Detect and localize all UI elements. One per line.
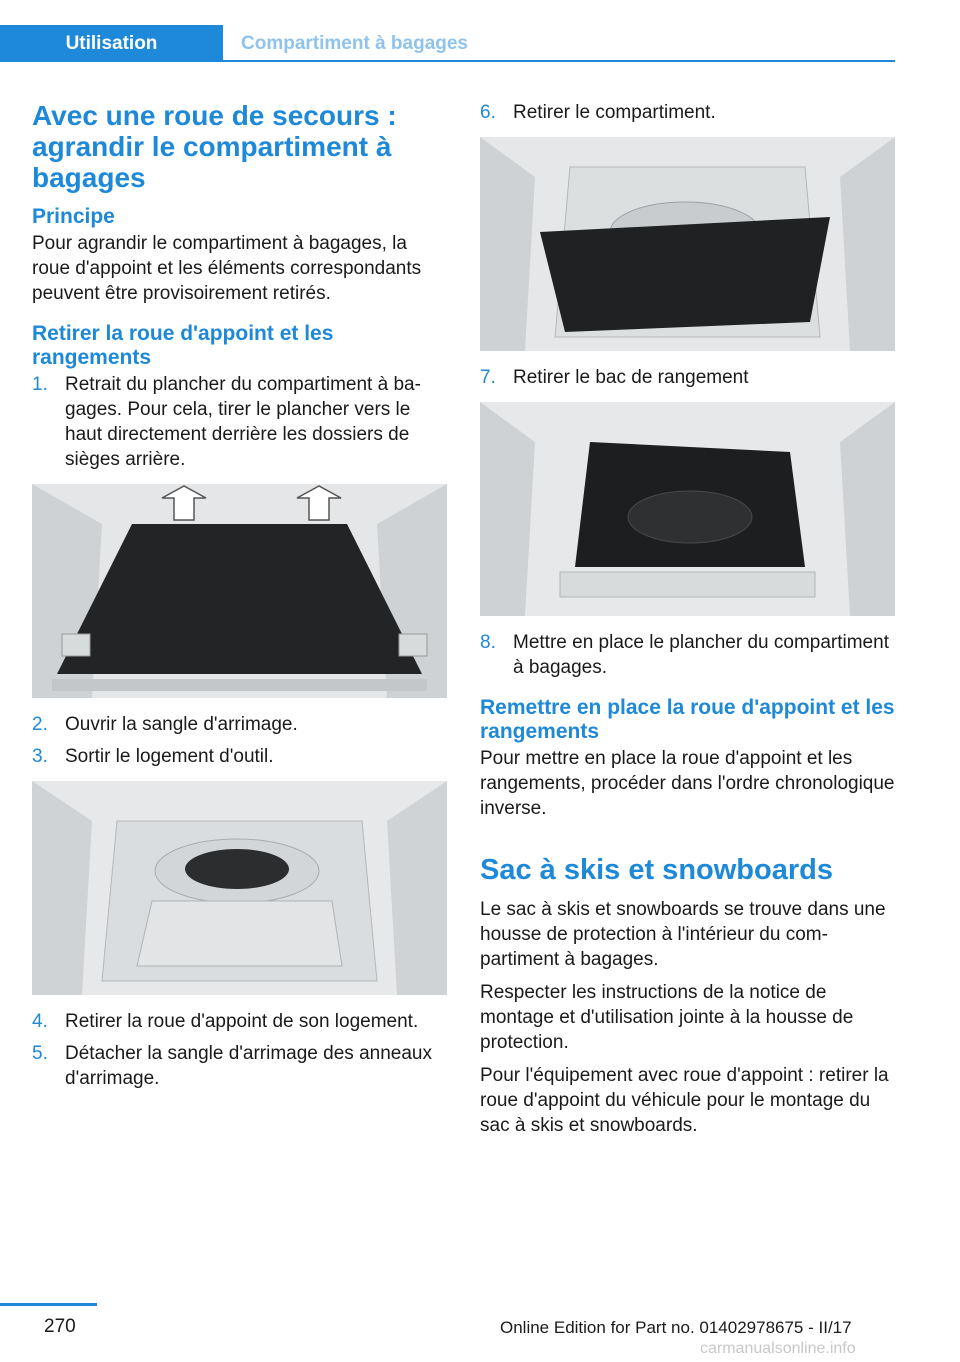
step-text: Retirer le compartiment.	[513, 102, 716, 123]
footer-rule	[0, 1303, 97, 1306]
header-bar	[0, 25, 895, 62]
step-number: 3.	[32, 746, 48, 767]
step-text: Retirer la roue d'appoint de son logement.	[65, 1011, 419, 1032]
step-number: 8.	[480, 632, 496, 653]
step-6	[480, 100, 896, 125]
right-column	[480, 100, 896, 1146]
principe-text: Pour agrandir le compartiment à bagages, la roue d'appoint et les éléments correspondants peuvent être provisoirement retirés.	[32, 233, 422, 304]
step-2	[32, 712, 448, 737]
step-text: Sortir le logement d'outil.	[65, 746, 274, 767]
remove-storage-tray-image	[480, 402, 895, 616]
step-number: 4.	[32, 1011, 48, 1032]
header-rule	[223, 60, 895, 62]
step-text: Retrait du plancher du compartiment à bagages. Pour cela, tirer le plancher vers le haut directement derrière les dossiers de sièges arrière.	[65, 374, 421, 470]
step-number: 1.	[32, 374, 48, 395]
step-3	[32, 744, 448, 769]
page-number: 270	[44, 1316, 76, 1337]
remettre-text: Pour mettre en place la roue d'appoint et les rangements, procéder dans l'ordre chronologique inverse.	[480, 748, 895, 819]
tab-utilisation[interactable]: Utilisation	[0, 25, 223, 62]
ski-bag-text-3: Pour l'équipement avec roue d'appoint : retirer la roue d'appoint du véhicule pour le montage du sac à skis et snowboards.	[480, 1065, 889, 1136]
step-1	[32, 372, 448, 472]
step-text: Ouvrir la sangle d'arrimage.	[65, 714, 298, 735]
step-4	[32, 1009, 448, 1034]
retirer-heading: Retirer la roue d'appoint et les rangements	[32, 322, 334, 369]
step-text: Mettre en place le plancher du compartiment à bagages.	[513, 632, 889, 678]
principe-heading: Principe	[32, 205, 115, 228]
ski-bag-heading: Sac à skis et snowboards	[480, 854, 833, 886]
step-text: Détacher la sangle d'arrimage des anneaux d'arrimage.	[65, 1043, 432, 1089]
left-column	[32, 100, 448, 1098]
remettre-heading: Remettre en place la roue d'appoint et les rangements	[480, 696, 895, 743]
remove-compartment-image	[480, 137, 895, 351]
step-7	[480, 365, 896, 390]
ski-bag-text-2: Respecter les instructions de la notice de montage et d'utilisation jointe à la housse de protection.	[480, 982, 854, 1053]
step-5	[32, 1041, 448, 1091]
step-number: 2.	[32, 714, 48, 735]
spare-wheel-well-image	[32, 781, 447, 995]
edition-text: Online Edition for Part no. 01402978675 - II/17	[500, 1318, 852, 1337]
step-number: 6.	[480, 102, 496, 123]
trunk-floor-lift-image	[32, 484, 447, 698]
section-title: Avec une roue de secours : agrandir le compartiment à bagages	[32, 100, 397, 193]
step-text: Retirer le bac de rangement	[513, 367, 749, 388]
step-8	[480, 630, 896, 680]
watermark: carmanualsonline.info	[700, 1340, 856, 1357]
tab-compartiment-a-bagages[interactable]: Compartiment à bagages	[241, 33, 468, 54]
ski-bag-text-1: Le sac à skis et snowboards se trouve dans une housse de protection à l'intérieur du compartiment à bagages.	[480, 899, 886, 970]
step-number: 5.	[32, 1043, 48, 1064]
step-number: 7.	[480, 367, 496, 388]
